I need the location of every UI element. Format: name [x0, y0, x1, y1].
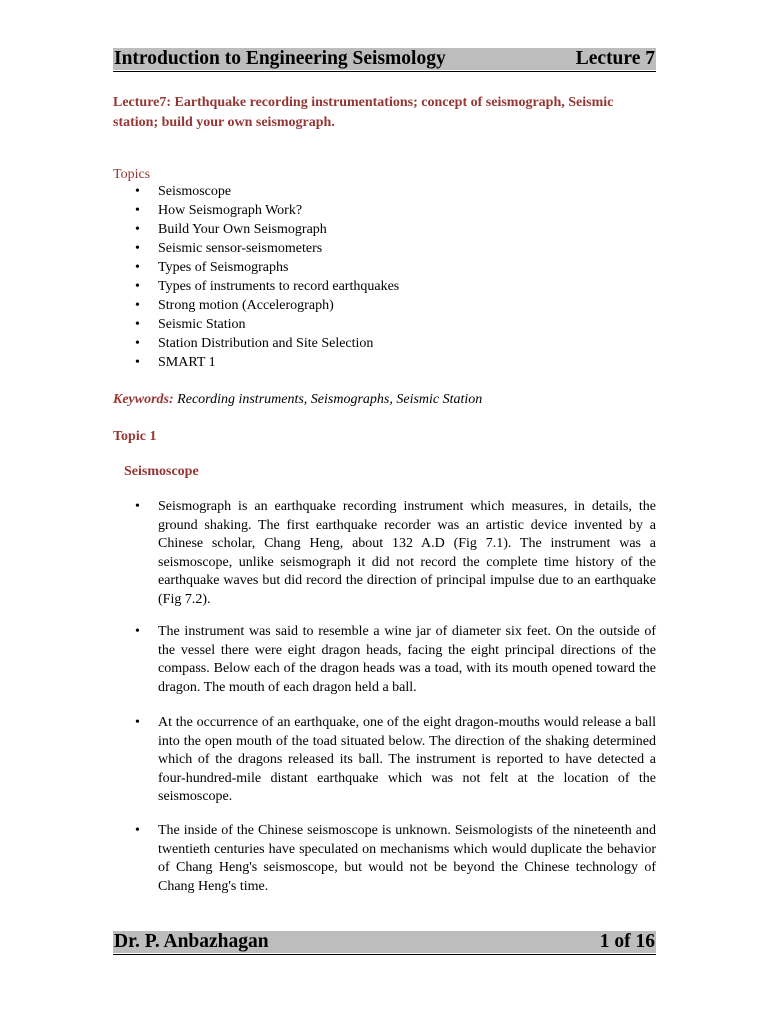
paragraph-text: The inside of the Chinese seismoscope is unknown. Seismologists of the nineteenth and twentieth centuries have speculated on mechanisms which would duplicate the behavior of Chang Heng's seismoscope, but would not be beyond the Chinese technology of Chang Heng's time. — [158, 823, 656, 894]
topics-list — [113, 182, 656, 372]
list-item: • How Seismograph Work? — [113, 201, 656, 220]
list-item: • Types of Seismographs — [113, 258, 656, 277]
list-item: • SMART 1 — [113, 353, 656, 372]
header-title: Introduction to Engineering Seismology — [114, 48, 446, 69]
bullet-icon: • — [135, 715, 140, 730]
page-footer — [113, 931, 656, 953]
list-item: • Strong motion (Accelerograph) — [113, 296, 656, 315]
paragraph — [113, 714, 656, 807]
header-lecture: Lecture 7 — [575, 48, 655, 69]
keywords-line — [113, 390, 656, 409]
paragraph-text: At the occurrence of an earthquake, one of the eight dragon-mouths would release a ball into the open mouth of the toad situated below. The direction of the shaking determined which of the dragons released its ball. The instrument is reported to have detected a four-hundred-mile distant earthquake which was not felt at the location of the seismoscope. — [158, 715, 656, 804]
footer-divider — [113, 954, 656, 955]
bullet-icon: • — [135, 624, 140, 639]
list-item: • Build Your Own Seismograph — [113, 220, 656, 239]
footer-author: Dr. P. Anbazhagan — [114, 931, 269, 952]
paragraph — [113, 822, 656, 896]
paragraph-text: Seismograph is an earthquake recording instrument which measures, in details, the ground shaking. The first earthquake recorder was an artistic device invented by a Chinese scholar, Chang Heng, about 132 A.D (Fig 7.1). The instrument was a seismoscope, unlike seismograph it did not record the complete time history of the earthquake waves but did record the direction of principal impulse due to an earthquake (Fig 7.2). — [158, 499, 656, 607]
bullet-icon: • — [135, 823, 140, 838]
section-heading: Seismoscope — [124, 464, 199, 479]
keywords-text: Recording instruments, Seismographs, Seismic Station — [177, 392, 483, 407]
topic-heading: Topic 1 — [113, 429, 157, 444]
paragraph-text: The instrument was said to resemble a wine jar of diameter six feet. On the outside of the vessel there were eight dragon heads, facing the eight principal directions of the compass. Below each of the dragon heads was a toad, with its mouth opened toward the dragon. The mouth of each dragon held a ball. — [158, 624, 656, 695]
list-item: • Seismoscope — [113, 182, 656, 201]
page-header — [113, 48, 656, 70]
list-item: • Station Distribution and Site Selection — [113, 334, 656, 353]
paragraph — [113, 623, 656, 697]
lecture-title: Lecture7: Earthquake recording instrumentations; concept of seismograph, Seismic station; build your own seismograph. — [113, 95, 614, 130]
list-item: • Seismic Station — [113, 315, 656, 334]
list-item: • Types of instruments to record earthquakes — [113, 277, 656, 296]
page-number: 1 of 16 — [599, 931, 655, 952]
bullet-icon: • — [135, 499, 140, 514]
topics-title: Topics — [113, 167, 151, 182]
keywords-label: Keywords: — [113, 392, 174, 407]
list-item: • Seismic sensor-seismometers — [113, 239, 656, 258]
header-divider — [113, 71, 656, 72]
paragraph — [113, 498, 656, 609]
